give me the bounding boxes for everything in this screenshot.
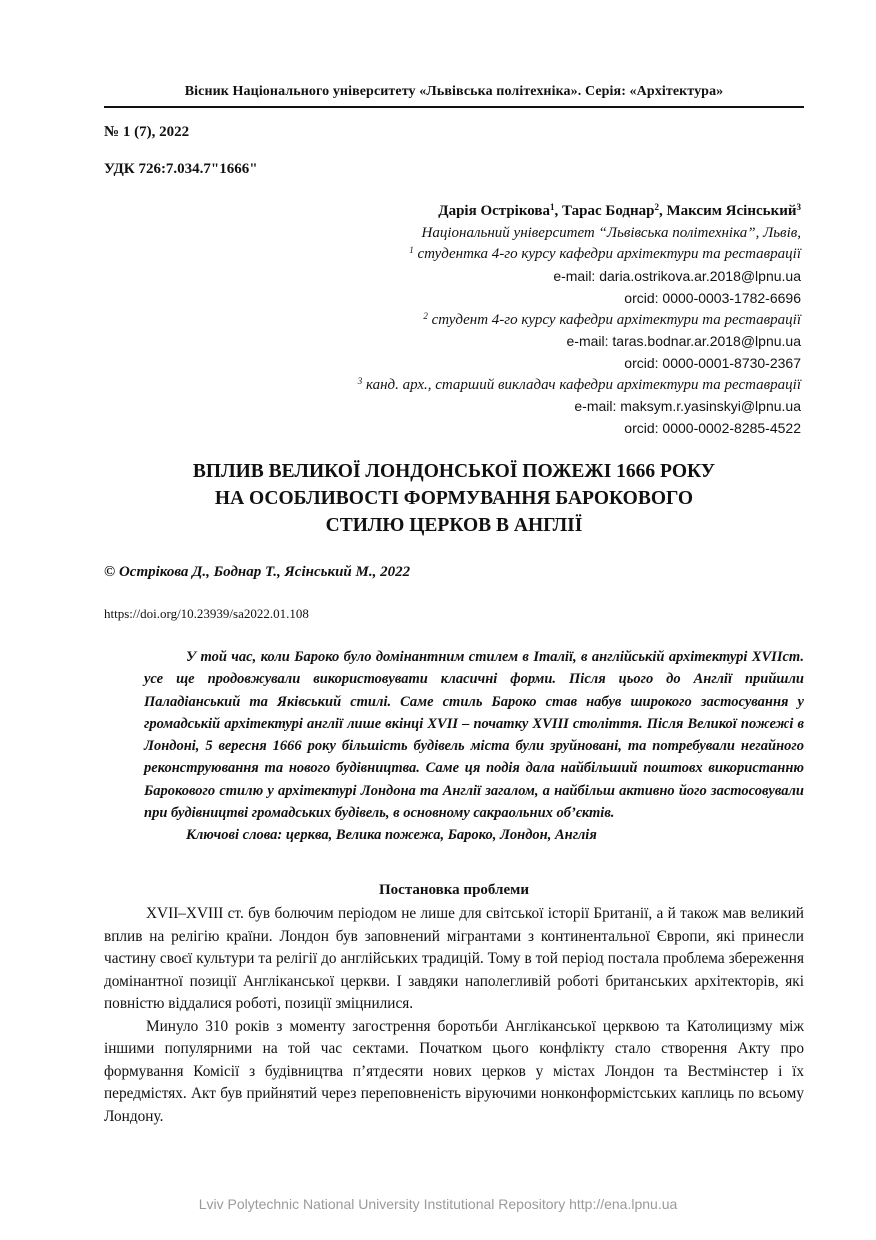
author-2-sup: 2 [654,202,659,212]
author-2-email[interactable]: e-mail: taras.bodnar.ar.2018@lpnu.ua [566,333,801,350]
copyright-line: © Острікова Д., Боднар Т., Ясінський М., 2022 [104,564,411,580]
journal-header: Вісник Національного університету «Львівська політехніка». Серія: «Архітектура» [184,84,724,99]
author-3-orcid: orcid: 0000-0002-8285-4522 [624,420,801,437]
keywords: Ключові слова: церква, Велика пожежа, Бароко, Лондон, Англія [186,827,597,844]
author-3-role-sup: 3 [357,375,363,386]
author-3-role: $^3$ канд. арх., старший викладач кафедри архітектури та реставрації [357,375,801,393]
doi-link[interactable]: https://doi.org/10.23939/sa2022.01.108 [104,606,309,621]
affiliation: Національний університет “Львівська політехніка”, Львів, [421,224,801,241]
issue-number: № 1 (7), 2022 [104,124,190,140]
abstract [144,646,804,847]
header-rule [104,106,804,108]
title-line-2: НА ОСОБЛИВОСТІ ФОРМУВАННЯ БАРОКОВОГО [214,488,694,509]
author-3-name: Максим Ясінський [666,203,797,219]
author-2-orcid: orcid: 0000-0001-8730-2367 [624,354,801,371]
author-1-name: Дарія Острікова [438,203,551,219]
title-line-1: ВПЛИВ ВЕЛИКОЇ ЛОНДОНСЬКОЇ ПОЖЕЖІ 1666 РОКУ [192,461,716,482]
author-1-orcid: orcid: 0000-0003-1782-6696 [624,289,801,306]
paragraph-2: Минуло 310 років з моменту загострення боротьби Англіканської церквою та Католицизму між іншими популярними на той час сектами. Початком цього конфлікту стало створення Акту про формування Комісії з будівництва п’ятдесяти нових церков у містах Лондон та Вестмінстер і їх передмістях. Акт був прийнятий через переповненість віруючими нонконформістських каплиць по всьому Лондону. [104,1017,804,1125]
author-1-email[interactable]: e-mail: daria.ostrikova.ar.2018@lpnu.ua [553,268,801,285]
title-line-3: СТИЛЮ ЦЕРКОВ В АНГЛІЇ [325,515,583,536]
author-2-role-sup: 2 [423,310,428,321]
repository-footer: Lviv Polytechnic National University Institutional Repository http://ena.lpnu.ua [198,1196,678,1212]
author-2-name: Тарас Боднар [562,203,655,219]
abstract-text: У той час, коли Бароко було домінантним стилем в Італії, в англійській архітектурі XVIIст. усе ще продовжували використовувати класичні форми. Після цього до Англії прийшли Паладіанський та Яківський стилі. Саме стиль Бароко став набув широкого застосування у громадській архітектурі англії лише вкінці XVII – початку XVIII століття. Після Великої пожежі в Лондоні, 5 вересня 1666 року більшість будівель міста були зруйновані, та потребували негайного реконструювання та нового будівництва. Саме ця подія дала найбільший поштовх використанню Барокового стилю у архітектурі Лондона та Англії загалом, а найбільш активно його застосовували при будівництві громадських будівель, в основному сакраольних об’єктів. [144,649,804,822]
author-names [358,201,801,223]
authors-block [358,201,801,440]
author-1-sup: 1 [550,202,555,212]
author-3-email[interactable]: e-mail: maksym.r.yasinskyi@lpnu.ua [574,398,801,415]
name-separator: , [658,203,667,219]
author-1-role: $^1$ студентка 4-го курсу кафедри архітектури та реставрації [409,245,801,263]
udc-code: УДК 726:7.034.7"1666" [104,161,258,177]
paragraph-1: XVII–XVIII ст. був болючим періодом не лише для світської історії Британії, а й також мав великий вплив на релігію країни. Лондон був заповнений мігрантами з континентальної Європи, які принесли частину своєї культури та релігії до англійських традицій. Тому в той період постала проблема збереження домінантної позиції Англіканської церкви. І завдяки наполегливій роботі британських архітекторів, які повністю віддалися роботі, позиції зміцнилися. [104,905,804,1012]
author-3-sup: 3 [796,202,801,212]
paper-title [104,458,804,539]
section-heading: Постановка проблеми [379,882,529,898]
name-separator: , [554,203,563,219]
author-2-role: $^2$ студент 4-го курсу кафедри архітектури та реставрації [423,310,801,328]
body-text [104,903,804,1128]
author-1-role-sup: 1 [409,245,414,256]
